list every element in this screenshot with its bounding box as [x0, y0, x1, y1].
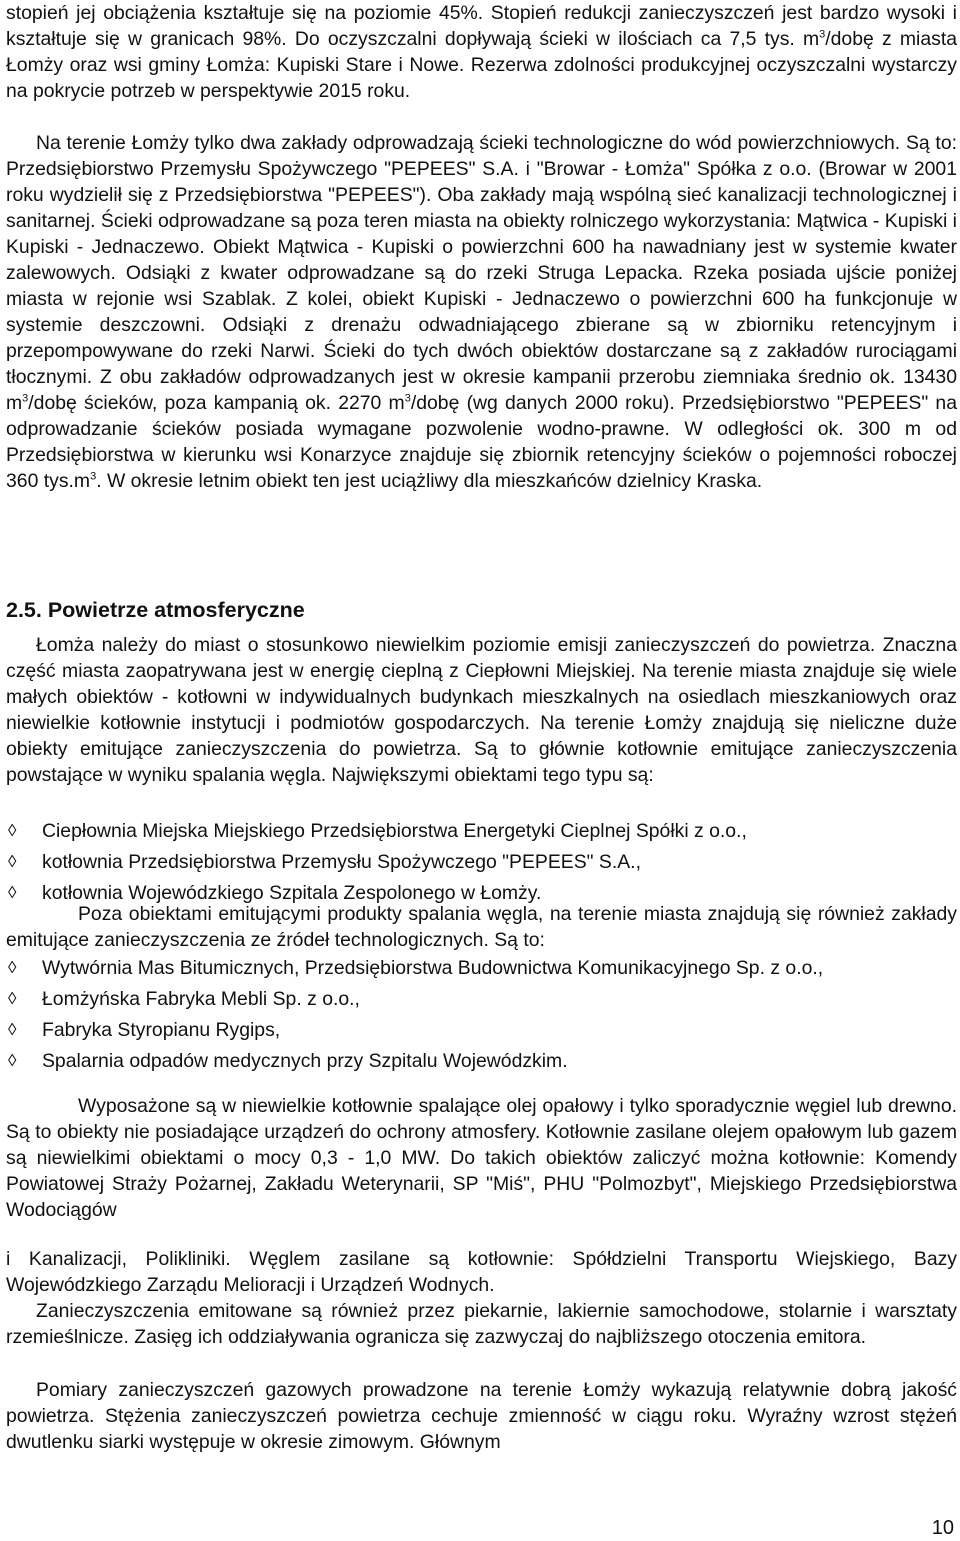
list-item: ◊ Fabryka Styropianu Rygips,: [8, 1019, 281, 1041]
paragraph-measurements: Pomiary zanieczyszczeń gazowych prowadzone na terenie Łomży wykazują relatywnie dobrą jakość powietrza. Stężenia zanieczyszczeń powietrza cechuje zmienność w ciągu roku. Wyraźny wzrost stężeń dwutlenku siarki występuje w okresie zimowym. Głównym: [6, 1379, 957, 1453]
paragraph-air-intro: Łomża należy do miast o stosunkowo niewielkim poziomie emisji zanieczyszczeń do powietrza. Znaczna część miasta zaopatrywana jest w energię cieplną z Ciepłowni Miejskiej. Na terenie miasta znajduje się wiele małych obiektów - kotłowni w indywidualnych budynkach mieszkalnych na osiedlach mieszkaniowych oraz niewielkie kotłownie instytucji i podmiotów gospodarczych. Na terenie Łomży znajdują się nieliczne duże obiekty emitujące zanieczyszczenia do powietrza. Są to głównie kotłownie emitujące zanieczyszczenia powstające w wyniku spalania węgla. Największymi obiektami tego typu są:: [6, 634, 957, 786]
list-item: ◊ kotłownia Wojewódzkiego Szpitala Zespolonego w Łomży.: [8, 882, 542, 904]
list-item: ◊ Ciepłownia Miejska Miejskiego Przedsiębiorstwa Energetyki Cieplnej Spółki z o.o.,: [8, 820, 747, 842]
paragraph-other-emitters: Zanieczyszczenia emitowane są również przez piekarnie, lakiernie samochodowe, stolarnie i warsztaty rzemieślnicze. Zasięg ich oddziaływania ogranicza się zazwyczaj do najbliższego otoczenia emitora.: [6, 1300, 957, 1348]
diamond-bullet-icon: ◊: [8, 852, 17, 871]
paragraph-coal-boilers: i Kanalizacji, Polikliniki. Węglem zasilane są kotłownie: Spółdzielni Transportu Wiejskiego, Bazy Wojewódzkiego Zarządu Melioracji i Urządzeń Wodnych.: [6, 1248, 957, 1296]
list-item: ◊ Łomżyńska Fabryka Mebli Sp. z o.o.,: [8, 988, 360, 1010]
diamond-bullet-icon: ◊: [8, 821, 17, 840]
list-coal-emitters: [6, 818, 957, 911]
paragraph-small-boilers: Wyposażone są w niewielkie kotłownie spalające olej opałowy i tylko sporadycznie węgiel lub drewno. Są to obiekty nie posiadające urządzeń do ochrony atmosfery. Kotłownie zasilane olejem opałowym lub gazem są niewielkimi obiektami o mocy 0,3 - 1,0 MW. Do takich obiektów zaliczyć można kotłownie: Komendy Powiatowej Straży Pożarnej, Zakładu Weterynarii, SP "Miś", PHU "Polmozbyt", Miejskiego Przedsiębiorstwa Wodociągów: [6, 1095, 957, 1221]
diamond-bullet-icon: ◊: [8, 958, 17, 977]
paragraph-sewage-plant: stopień jej obciążenia kształtuje się na poziomie 45%. Stopień redukcji zanieczyszczeń jest bardzo wysoki i kształtuje się w granicach 98%. Do oczyszczalni dopływają ścieki w ilościach ca 7,5 tys. $m^3$/dobę z miasta Łomży oraz wsi gminy Łomża: Kupiski Stare i Nowe. Rezerwa zdolności produkcyjnej oczyszczalni wystarczy na pokrycie potrzeb w perspektywie 2015 roku.: [6, 2, 957, 102]
list-item: ◊ Spalarnia odpadów medycznych przy Szpitalu Wojewódzkim.: [8, 1050, 568, 1072]
diamond-bullet-icon: ◊: [8, 883, 17, 902]
paragraph-industrial-sewage: Na terenie Łomży tylko dwa zakłady odprowadzają ścieki technologiczne do wód powierzchniowych. Są to: Przedsiębiorstwo Przemysłu Spożywczego "PEPEES" S.A. i "Browar - Łomża" Spółka z o.o. (Browar w 2001 roku wydzielił się z Przedsiębiorstwa "PEPEES"). Oba zakłady mają wspólną sieć kanalizacji technologicznej i sanitarnej. Ścieki odprowadzane są poza teren miasta na obiekty rolniczego wykorzystania: Mątwica - Kupiski i Kupiski - Jednaczewo. Obiekt Mątwica - Kupiski o powierzchni 600 ha nawadniany jest w systemie kwater zalewowych. Odsiąki z kwater odprowadzane są do rzeki Struga Lepacka. Rzeka posiada ujście poniżej miasta w rejonie wsi Szablak. Z kolei, obiekt Kupiski - Jednaczewo o powierzchni 600 ha funkcjonuje w systemie deszczowni. Odsiąki z drenażu odwadniającego zbierane są w zbiorniku retencyjnym i przepompowywane do rzeki Narwi. Ścieki do tych dwóch obiektów dostarczane są z zakładów rurociągami tłocznymi. Z obu zakładów odprowadzanych jest w okresie kampanii przerobu ziemniaka średnio ok. 13430 $m^3$/dobę ścieków, poza kampanią ok. 2270 $m^3$/dobę (wg danych 2000 roku). Przedsiębiorstwo "PEPEES" na odprowadzanie ścieków posiada wymagane pozwolenie wodno-prawne. W odległości ok. 300 m od Przedsiębiorstwa w kierunku wsi Konarzyce znajduje się zbiornik retencyjny ścieków o pojemności roboczej 360 $tys.m^3$. W okresie letnim obiekt ten jest uciążliwy dla mieszkańców dzielnicy Kraska.: [6, 132, 957, 492]
page-number: 10: [931, 1517, 954, 1539]
diamond-bullet-icon: ◊: [8, 989, 17, 1008]
paragraph-tech-emitters: Poza obiektami emitującymi produkty spalania węgla, na terenie miasta znajdują się również zakłady emitujące zanieczyszczenia ze źródeł technologicznych. Są to:: [6, 903, 957, 951]
list-tech-emitters: [6, 955, 957, 1079]
list-item: ◊ Wytwórnia Mas Bitumicznych, Przedsiębiorstwa Budownictwa Komunikacyjnego Sp. z o.o.,: [8, 957, 824, 979]
list-item: ◊ kotłownia Przedsiębiorstwa Przemysłu Spożywczego "PEPEES" S.A.,: [8, 851, 641, 873]
section-heading: 2.5. Powietrze atmosferyczne: [6, 598, 305, 622]
diamond-bullet-icon: ◊: [8, 1020, 17, 1039]
diamond-bullet-icon: ◊: [8, 1051, 17, 1070]
